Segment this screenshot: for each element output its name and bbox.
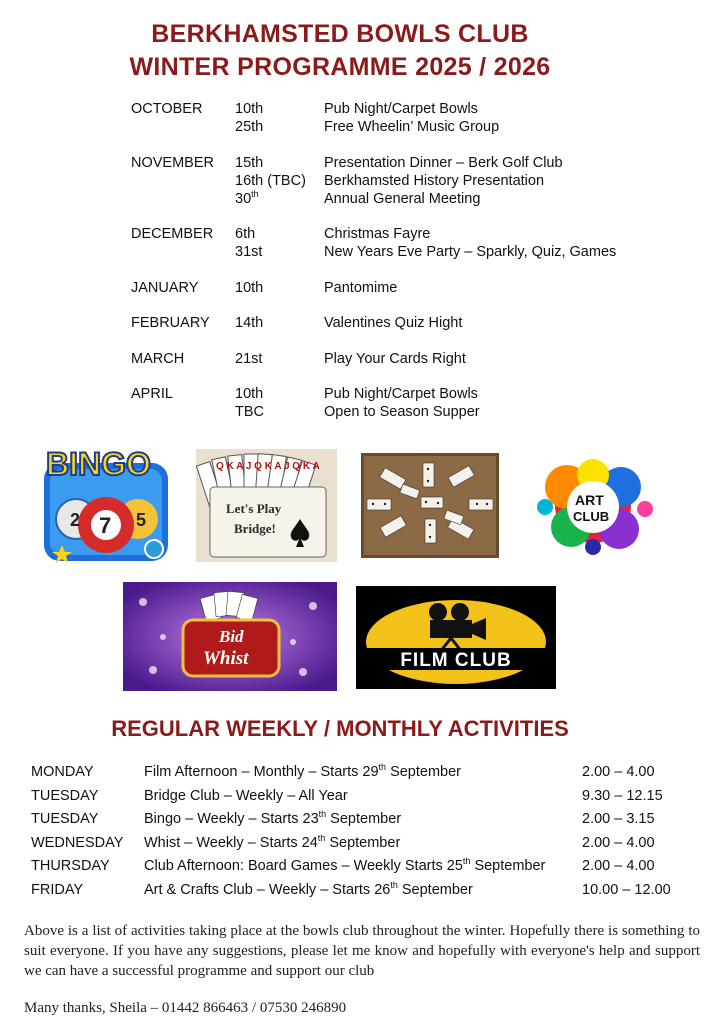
- event-name: Play Your Cards Right: [324, 350, 466, 367]
- event-date: 10th: [235, 279, 264, 296]
- event-name: Valentines Quiz Hight: [324, 315, 463, 331]
- event-name: Free Wheelin’ Music Group: [324, 119, 500, 135]
- weekday: WEDNESDAY: [31, 834, 124, 851]
- event-date: TBC: [235, 404, 264, 420]
- whist-logo-line1: Bid: [219, 627, 244, 646]
- bid-whist-image: [123, 582, 337, 691]
- film-club-image: [356, 586, 556, 689]
- activity: Bridge Club – Weekly – All Year: [144, 787, 348, 804]
- bingo-ball-center: 7: [99, 513, 112, 538]
- date-suffix: th: [462, 856, 471, 867]
- page-subtitle: WINTER PROGRAMME 2025 / 2026: [129, 53, 551, 81]
- art-club-image: [523, 447, 663, 562]
- activity: Whist – Weekly – Starts 24th September: [144, 832, 401, 851]
- weekday: MONDAY: [31, 764, 94, 780]
- time-range: 2.00 – 4.00: [582, 764, 655, 780]
- activity: Bingo – Weekly – Starts 23th September: [144, 809, 402, 828]
- weekday: FRIDAY: [31, 881, 84, 898]
- date-suffix: th: [318, 809, 327, 820]
- dominoes-image: [361, 453, 499, 558]
- bingo-image: [40, 445, 172, 563]
- date-suffix: th: [251, 188, 259, 199]
- event-date: 21st: [235, 350, 263, 367]
- film-logo-text: FILM CLUB: [400, 650, 512, 671]
- event-date: 30th: [235, 188, 259, 207]
- bridge-image: [196, 449, 337, 562]
- event-date: 31st: [235, 244, 263, 260]
- month-name: DECEMBER: [131, 226, 214, 242]
- bingo-logo-text: BINGO: [46, 446, 151, 482]
- time-range: 9.30 – 12.15: [582, 787, 663, 804]
- event-date: 6th: [235, 226, 256, 242]
- activity: Film Afternoon – Monthly – Starts 29th September: [144, 762, 462, 780]
- event-date: 25th: [235, 119, 264, 135]
- event-name: Open to Season Supper: [324, 404, 480, 420]
- event-name: Pantomime: [324, 279, 398, 296]
- bingo-ball-left: 2: [70, 510, 81, 530]
- time-range: 2.00 – 4.00: [582, 858, 655, 875]
- page-title: BERKHAMSTED BOWLS CLUB: [151, 20, 529, 48]
- event-date: 16th (TBC): [235, 172, 306, 189]
- date-suffix: th: [390, 880, 398, 891]
- bridge-caption-line1: Let's Play: [226, 501, 282, 516]
- time-range: 2.00 – 4.00: [582, 834, 655, 851]
- art-logo-line2: CLUB: [573, 509, 610, 524]
- event-date: 10th: [235, 386, 264, 402]
- event-name: Christmas Fayre: [324, 226, 431, 242]
- bridge-caption-line2: Bridge!: [234, 521, 276, 536]
- month-name: JANUARY: [131, 279, 199, 296]
- event-name: Annual General Meeting: [324, 190, 481, 207]
- time-range: 10.00 – 12.00: [582, 881, 671, 898]
- weekly-heading: REGULAR WEEKLY / MONTHLY ACTIVITIES: [111, 716, 569, 741]
- date-suffix: th: [317, 832, 326, 843]
- signoff: Many thanks, Sheila – 01442 866463 / 07530 246890: [24, 1000, 347, 1016]
- bridge-cards-text: Q K A J Q K A J Q K A: [216, 461, 320, 472]
- time-range: 2.00 – 3.15: [582, 811, 655, 828]
- art-logo-line1: ART: [575, 492, 604, 508]
- event-date: 15th: [235, 154, 264, 171]
- event-name: New Years Eve Party – Sparkly, Quiz, Games: [324, 244, 617, 260]
- date-suffix: th: [378, 762, 387, 773]
- month-name: FEBRUARY: [131, 315, 210, 331]
- bingo-ball-right: 5: [136, 510, 147, 530]
- footer-paragraph: Above is a list of activities taking place at the bowls club throughout the winter. Hopefully there is something to suit everyone. If you have any suggestions, please let me know and hopefully with everyone's help and support we can have a successful programme and support our club: [24, 923, 700, 979]
- month-name: MARCH: [131, 350, 185, 367]
- whist-logo-line2: Whist: [203, 648, 249, 669]
- month-name: APRIL: [131, 386, 173, 402]
- event-date: 14th: [235, 315, 264, 331]
- event-date: 10th: [235, 101, 264, 117]
- event-name: Pub Night/Carpet Bowls: [324, 386, 478, 402]
- event-name: Berkhamsted History Presentation: [324, 172, 545, 189]
- event-name: Pub Night/Carpet Bowls: [324, 101, 478, 117]
- weekday: THURSDAY: [31, 858, 110, 875]
- weekday: TUESDAY: [31, 811, 99, 828]
- event-name: Presentation Dinner – Berk Golf Club: [324, 154, 563, 171]
- activity: Art & Crafts Club – Weekly – Starts 26th September: [144, 880, 473, 898]
- activity: Club Afternoon: Board Games – Weekly Starts 25th September: [144, 856, 546, 875]
- month-name: OCTOBER: [131, 101, 203, 117]
- month-name: NOVEMBER: [131, 154, 214, 171]
- weekday: TUESDAY: [31, 787, 99, 804]
